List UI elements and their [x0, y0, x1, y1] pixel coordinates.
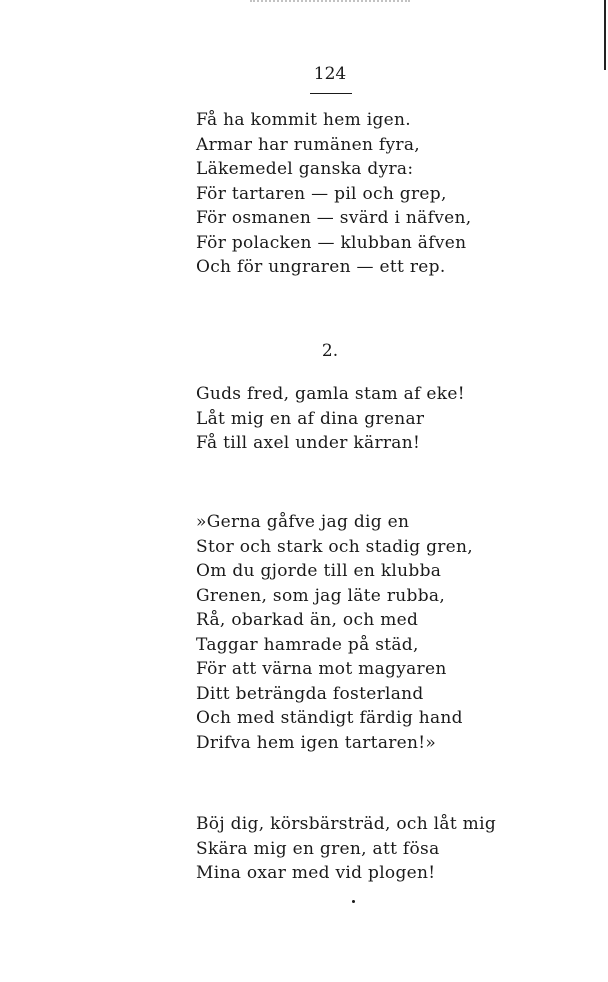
verse-line: »Gerna gåfve jag dig en	[196, 512, 410, 532]
stanza-3	[196, 510, 596, 755]
scan-edge-right	[604, 0, 606, 70]
verse-line: Drifva hem igen tartaren!»	[196, 732, 437, 753]
section-number: 2.	[321, 341, 339, 361]
scan-artifact-top	[250, 0, 410, 6]
verse-line: Och med ständigt färdig hand	[196, 708, 463, 728]
verse-line: Böj dig, körsbärsträd, och låt mig	[196, 814, 497, 834]
stanza-2	[196, 382, 596, 456]
verse-line: Guds fred, gamla stam af eke!	[196, 384, 465, 404]
stanza-1	[196, 108, 596, 280]
verse-line: Få till axel under kärran!	[196, 433, 421, 453]
verse-line: Och för ungraren — ett rep.	[196, 257, 446, 277]
verse-line: Om du gjorde till en klubba	[196, 561, 442, 581]
stanza-4	[196, 812, 596, 886]
verse-line: Läkemedel ganska dyra:	[196, 159, 414, 179]
verse-line: Grenen, som jag läte rubba,	[196, 585, 446, 606]
verse-line: Få ha kommit hem igen.	[196, 110, 411, 130]
end-mark	[352, 900, 355, 903]
verse-line: Armar har rumänen fyra,	[196, 134, 420, 155]
page-number: 124	[313, 64, 347, 84]
verse-line: Rå, obarkad än, och med	[196, 610, 419, 630]
verse-line: För att värna mot magyaren	[196, 659, 447, 679]
verse-line: Skära mig en gren, att fösa	[196, 838, 440, 859]
verse-line: Mina oxar med vid plogen!	[196, 863, 436, 883]
page-number-rule	[310, 93, 352, 94]
verse-line: För polacken — klubban äfven	[196, 232, 467, 253]
verse-line: Stor och stark och stadig gren,	[196, 536, 473, 557]
verse-line: För tartaren — pil och grep,	[196, 183, 447, 204]
verse-line: Taggar hamrade på städ,	[196, 634, 419, 655]
verse-line: För osmanen — svärd i näfven,	[196, 208, 472, 228]
verse-line: Ditt beträngda fosterland	[196, 683, 424, 704]
verse-line: Låt mig en af dina grenar	[196, 408, 425, 429]
